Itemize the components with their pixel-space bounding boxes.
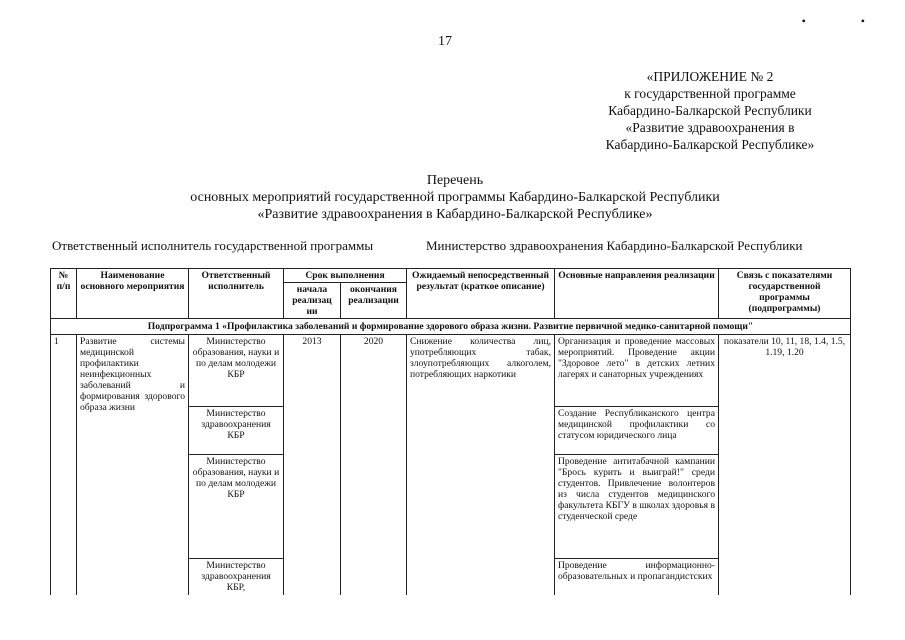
appendix-line: Кабардино-Балкарской Республики — [608, 103, 812, 118]
row-link: показатели 10, 11, 18, 1.4, 1.5, 1.19, 1.20 — [719, 335, 851, 595]
responsible-label: Ответственный исполнитель государственной программы — [52, 238, 374, 253]
subprogram-row — [51, 319, 851, 335]
row-direction: Создание Республиканского центра медицинской профилактики со статусом юридического лица — [555, 407, 719, 455]
header-term: Срок выполнения — [284, 269, 407, 283]
appendix-line: Кабардино-Балкарской Республике» — [605, 137, 815, 152]
row-executor: Министерство здравоохранения КБР, — [189, 559, 284, 595]
header-name: Наименование основного мероприятия — [77, 269, 189, 319]
header-start: начала реализац ии — [284, 283, 341, 319]
row-executor: Министерство образования, науки и по делам молодежи КБР — [189, 335, 284, 407]
table-row — [51, 335, 851, 407]
header-link: Связь с показателями государственной программы (подпрограммы) — [719, 269, 851, 319]
appendix-line: «ПРИЛОЖЕНИЕ № 2 — [646, 69, 774, 84]
header-directions: Основные направления реализации — [555, 269, 719, 319]
row-direction: Организация и проведение массовых мероприятий. Проведение акции "Здоровое лето" в детских летних лагерях и санаторных учреждениях — [555, 335, 719, 407]
row-executor: Министерство здравоохранения КБР — [189, 407, 284, 455]
row-name: Развитие системы медицинской профилактики неинфекционных заболеваний и формирования здорового образа жизни — [77, 335, 189, 595]
row-result: Снижение количества лиц, употребляющих табак, злоупотребляющих алкоголем, потребляющих наркотики — [407, 335, 555, 595]
appendix-line: к государственной программе — [624, 86, 796, 101]
activities-table — [50, 268, 851, 595]
header-executor: Ответственный исполнитель — [189, 269, 284, 319]
corner-marks: • • — [801, 14, 891, 28]
row-direction: Проведение информационно-образовательных и пропагандистских — [555, 559, 719, 595]
responsible-executor — [52, 238, 842, 254]
title-line: основных мероприятий государственной программы Кабардино-Балкарской Республики — [190, 190, 720, 205]
row-start: 2013 — [284, 335, 341, 595]
row-executor: Министерство образования, науки и по делам молодежи КБР — [189, 455, 284, 559]
subprogram-title: Подпрограмма 1 «Профилактика заболеваний и формирование здорового образа жизни. Развитие первичной медико-санитарной помощи" — [51, 319, 851, 335]
appendix-line: «Развитие здравоохранения в — [625, 120, 795, 135]
header-result: Ожидаемый непосредственный результат (краткое описание) — [407, 269, 555, 319]
header-num: № п/п — [51, 269, 77, 319]
document-title — [60, 172, 850, 223]
table-header-row — [51, 269, 851, 283]
responsible-value: Министерство здравоохранения Кабардино-Балкарской Республики — [426, 238, 803, 253]
header-end: окончания реализации — [341, 283, 407, 319]
title-line: Перечень — [426, 173, 484, 188]
row-num: 1 — [51, 335, 77, 595]
row-end: 2020 — [341, 335, 407, 595]
page-number: 17 — [438, 34, 452, 49]
appendix-block — [560, 68, 860, 153]
row-direction: Проведение антитабачной кампании "Брось курить и выиграй!" среди студентов. Привлечение волонтеров из числа студентов медицинского факультета КБГУ в школах здоровья в студенческой среде — [555, 455, 719, 559]
title-line: «Развитие здравоохранения в Кабардино-Балкарской Республике» — [257, 207, 653, 222]
